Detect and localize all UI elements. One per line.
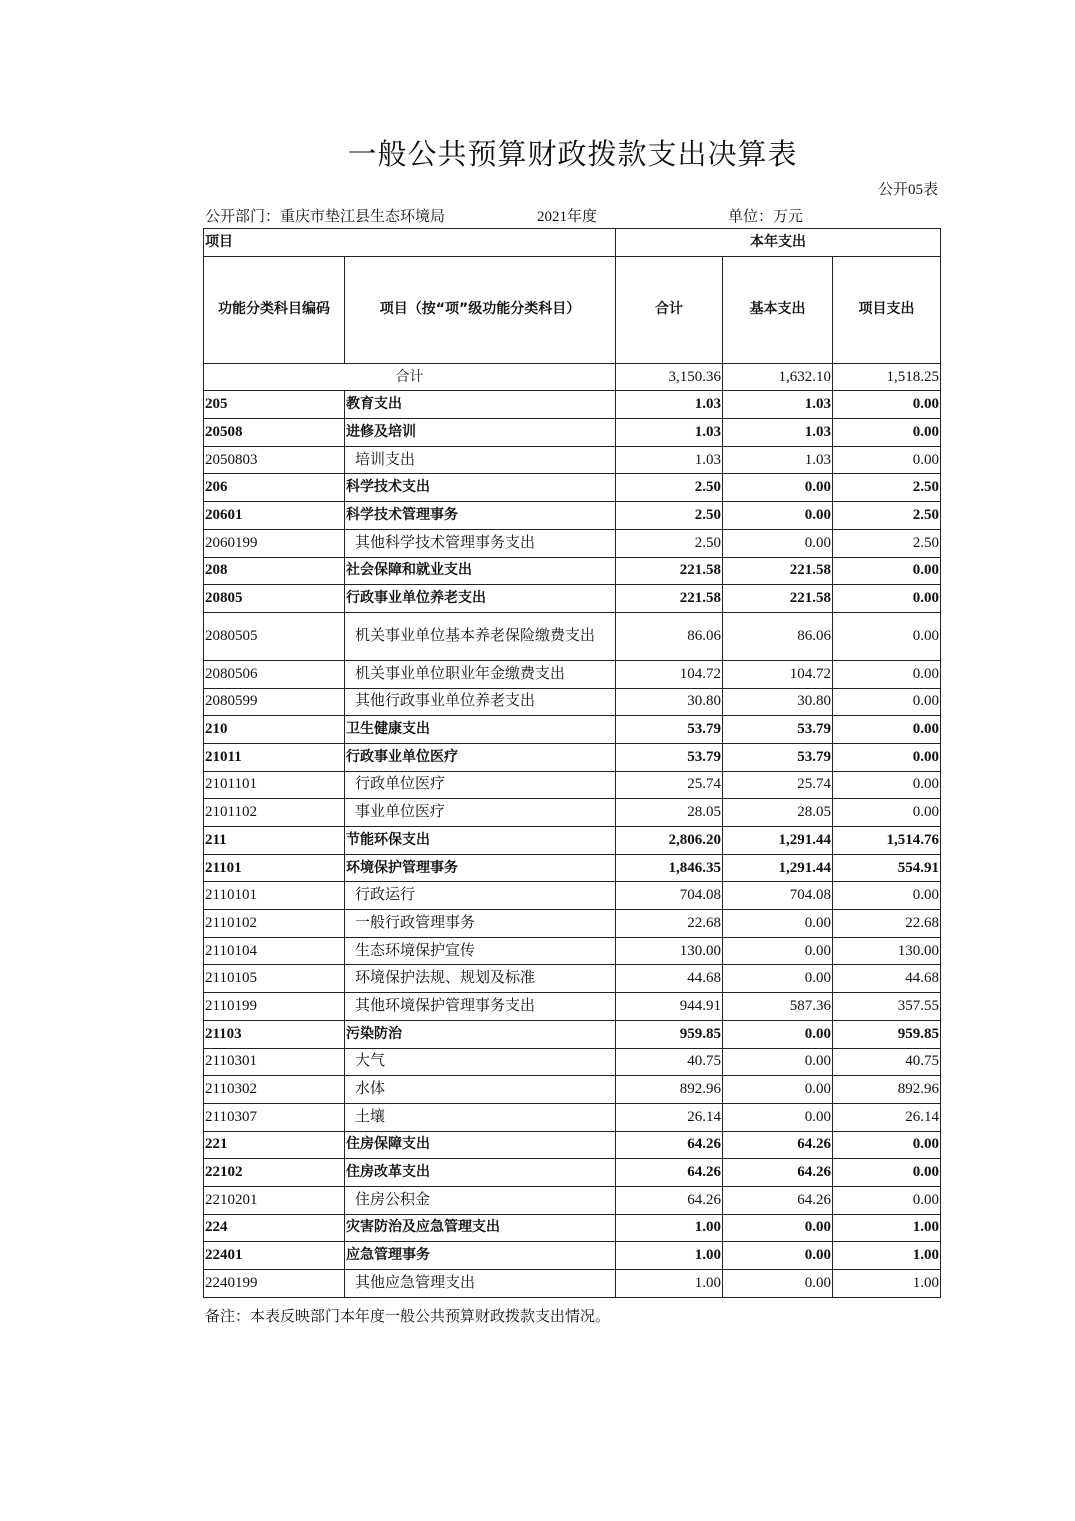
row-total: 1.03 [616,446,723,474]
row-code: 21011 [204,743,345,771]
row-code: 2210201 [204,1186,345,1214]
row-basic: 1.03 [723,419,833,447]
row-total: 2.50 [616,502,723,530]
row-basic: 86.06 [723,612,833,660]
table-row [204,1048,941,1076]
row-name: 科学技术支出 [345,474,616,502]
row-basic: 587.36 [723,993,833,1021]
row-code: 2080599 [204,688,345,716]
row-basic: 221.58 [723,557,833,585]
row-project: 2.50 [833,474,941,502]
row-total: 30.80 [616,688,723,716]
row-code: 2110102 [204,910,345,938]
row-name: 事业单位医疗 [345,799,616,827]
row-basic: 0.00 [723,965,833,993]
row-basic: 0.00 [723,937,833,965]
row-project: 0.00 [833,612,941,660]
row-project: 0.00 [833,1186,941,1214]
row-code: 211 [204,827,345,855]
row-total: 2.50 [616,529,723,557]
table-row [204,854,941,882]
row-basic: 0.00 [723,1242,833,1270]
total-value: 3,150.36 [616,363,723,391]
row-basic: 1.03 [723,446,833,474]
row-name: 生态环境保护宣传 [345,937,616,965]
row-name: 机关事业单位基本养老保险缴费支出 [345,612,616,660]
row-total: 130.00 [616,937,723,965]
row-total: 104.72 [616,660,723,688]
table-row [204,743,941,771]
row-total: 40.75 [616,1048,723,1076]
table-row [204,1186,941,1214]
row-total: 25.74 [616,771,723,799]
row-code: 20601 [204,502,345,530]
row-code: 21103 [204,1020,345,1048]
row-total: 221.58 [616,585,723,613]
row-code: 2110101 [204,882,345,910]
row-project: 0.00 [833,716,941,744]
row-total: 44.68 [616,965,723,993]
row-basic: 64.26 [723,1131,833,1159]
row-total: 64.26 [616,1186,723,1214]
fiscal-year: 2021年度 [537,209,598,225]
row-name: 机关事业单位职业年金缴费支出 [345,660,616,688]
table-row [204,688,941,716]
row-name: 环境保护管理事务 [345,854,616,882]
row-total: 1.00 [616,1270,723,1298]
row-basic: 1,291.44 [723,827,833,855]
row-basic: 0.00 [723,1020,833,1048]
row-name: 行政单位医疗 [345,771,616,799]
total-project: 1,518.25 [833,363,941,391]
row-project: 44.68 [833,965,941,993]
row-basic: 53.79 [723,743,833,771]
table-row [204,660,941,688]
row-name: 环境保护法规、规划及标准 [345,965,616,993]
row-code: 2050803 [204,446,345,474]
total-basic: 1,632.10 [723,363,833,391]
row-name: 节能环保支出 [345,827,616,855]
row-name: 住房改革支出 [345,1159,616,1187]
table-row [204,391,941,419]
row-code: 22102 [204,1159,345,1187]
row-name: 应急管理事务 [345,1242,616,1270]
row-project: 0.00 [833,391,941,419]
row-code: 224 [204,1214,345,1242]
row-name: 其他应急管理支出 [345,1270,616,1298]
row-name: 行政事业单位医疗 [345,743,616,771]
table-row [204,771,941,799]
row-name: 卫生健康支出 [345,716,616,744]
row-total: 1.03 [616,419,723,447]
row-total: 221.58 [616,557,723,585]
row-project: 357.55 [833,993,941,1021]
header-total: 合计 [616,256,723,363]
table-row [204,502,941,530]
row-code: 205 [204,391,345,419]
row-project: 22.68 [833,910,941,938]
row-project: 40.75 [833,1048,941,1076]
table-row [204,965,941,993]
row-name: 其他行政事业单位养老支出 [345,688,616,716]
row-basic: 25.74 [723,771,833,799]
row-basic: 64.26 [723,1186,833,1214]
row-code: 221 [204,1131,345,1159]
row-total: 22.68 [616,910,723,938]
row-code: 2110104 [204,937,345,965]
table-row [204,1103,941,1131]
row-code: 2080505 [204,612,345,660]
table-row [204,446,941,474]
total-label: 合计 [204,363,616,391]
table-row [204,1270,941,1298]
row-total: 944.91 [616,993,723,1021]
page-title: 一般公共预算财政拨款支出决算表 [347,137,798,171]
row-code: 210 [204,716,345,744]
row-total: 53.79 [616,716,723,744]
row-basic: 104.72 [723,660,833,688]
row-project: 0.00 [833,799,941,827]
row-basic: 0.00 [723,1048,833,1076]
row-code: 2101101 [204,771,345,799]
row-total: 1.00 [616,1214,723,1242]
table-row [204,1214,941,1242]
header-project-expense: 项目支出 [833,256,941,363]
table-row [204,799,941,827]
row-project: 0.00 [833,585,941,613]
row-total: 1.03 [616,391,723,419]
row-basic: 0.00 [723,502,833,530]
row-total: 959.85 [616,1020,723,1048]
table-row [204,1076,941,1104]
table-row [204,882,941,910]
row-name: 住房保障支出 [345,1131,616,1159]
row-project: 0.00 [833,688,941,716]
header-current-year: 本年支出 [616,229,941,257]
row-total: 1,846.35 [616,854,723,882]
row-total: 53.79 [616,743,723,771]
row-project: 130.00 [833,937,941,965]
row-name: 住房公积金 [345,1186,616,1214]
row-total: 1.00 [616,1242,723,1270]
total-row [204,363,941,391]
row-name: 一般行政管理事务 [345,910,616,938]
row-project: 2.50 [833,502,941,530]
row-project: 892.96 [833,1076,941,1104]
row-name: 水体 [345,1076,616,1104]
table-row [204,910,941,938]
row-name: 培训支出 [345,446,616,474]
row-code: 22401 [204,1242,345,1270]
row-project: 1.00 [833,1242,941,1270]
header-row-2 [204,256,941,363]
row-total: 86.06 [616,612,723,660]
row-name: 科学技术管理事务 [345,502,616,530]
row-project: 1.00 [833,1214,941,1242]
row-code: 2240199 [204,1270,345,1298]
row-total: 28.05 [616,799,723,827]
row-name: 土壤 [345,1103,616,1131]
row-basic: 64.26 [723,1159,833,1187]
row-code: 2110307 [204,1103,345,1131]
header-basic: 基本支出 [723,256,833,363]
row-code: 2060199 [204,529,345,557]
row-project: 959.85 [833,1020,941,1048]
table-row [204,937,941,965]
row-total: 892.96 [616,1076,723,1104]
table-row [204,585,941,613]
row-project: 0.00 [833,882,941,910]
row-basic: 0.00 [723,910,833,938]
department: 公开部门：重庆市垫江县生态环境局 [205,209,446,225]
row-code: 2110301 [204,1048,345,1076]
row-total: 64.26 [616,1159,723,1187]
row-project: 554.91 [833,854,941,882]
table-row [204,1242,941,1270]
row-basic: 221.58 [723,585,833,613]
row-code: 2110105 [204,965,345,993]
row-name: 教育支出 [345,391,616,419]
row-name: 行政运行 [345,882,616,910]
table-row [204,1020,941,1048]
row-name: 其他科学技术管理事务支出 [345,529,616,557]
row-name: 其他环境保护管理事务支出 [345,993,616,1021]
row-project: 0.00 [833,743,941,771]
row-name: 社会保障和就业支出 [345,557,616,585]
row-code: 2110302 [204,1076,345,1104]
row-project: 0.00 [833,557,941,585]
row-project: 26.14 [833,1103,941,1131]
row-total: 2,806.20 [616,827,723,855]
row-project: 0.00 [833,1159,941,1187]
row-basic: 704.08 [723,882,833,910]
row-code: 206 [204,474,345,502]
row-total: 64.26 [616,1131,723,1159]
row-project: 1,514.76 [833,827,941,855]
unit: 单位：万元 [728,209,804,225]
row-total: 2.50 [616,474,723,502]
row-project: 1.00 [833,1270,941,1298]
row-project: 2.50 [833,529,941,557]
row-basic: 0.00 [723,1214,833,1242]
row-project: 0.00 [833,1131,941,1159]
row-project: 0.00 [833,771,941,799]
row-basic: 1,291.44 [723,854,833,882]
footnote: 备注：本表反映部门本年度一般公共预算财政拨款支出情况。 [205,1309,611,1325]
table-row [204,827,941,855]
table-row [204,419,941,447]
row-code: 2080506 [204,660,345,688]
expenditure-table [203,228,941,1298]
table-row [204,612,941,660]
row-name: 进修及培训 [345,419,616,447]
row-project: 0.00 [833,660,941,688]
row-code: 20805 [204,585,345,613]
row-basic: 0.00 [723,1076,833,1104]
header-item: 项目（按“项”级功能分类科目） [345,256,616,363]
row-code: 208 [204,557,345,585]
table-row [204,1131,941,1159]
row-name: 大气 [345,1048,616,1076]
row-code: 21101 [204,854,345,882]
table-row [204,529,941,557]
header-code: 功能分类科目编码 [204,256,345,363]
row-project: 0.00 [833,419,941,447]
row-basic: 1.03 [723,391,833,419]
row-code: 20508 [204,419,345,447]
form-number: 公开05表 [877,182,938,198]
row-project: 0.00 [833,446,941,474]
row-basic: 0.00 [723,529,833,557]
row-basic: 30.80 [723,688,833,716]
row-basic: 0.00 [723,1103,833,1131]
row-basic: 0.00 [723,1270,833,1298]
row-name: 污染防治 [345,1020,616,1048]
table-row [204,557,941,585]
table-row [204,1159,941,1187]
row-basic: 53.79 [723,716,833,744]
row-basic: 0.00 [723,474,833,502]
row-total: 26.14 [616,1103,723,1131]
header-row-1 [204,229,941,257]
header-project: 项目 [204,229,616,257]
row-basic: 28.05 [723,799,833,827]
row-code: 2110199 [204,993,345,1021]
table-row [204,474,941,502]
row-name: 行政事业单位养老支出 [345,585,616,613]
row-code: 2101102 [204,799,345,827]
row-name: 灾害防治及应急管理支出 [345,1214,616,1242]
table-row [204,716,941,744]
row-total: 704.08 [616,882,723,910]
table-row [204,993,941,1021]
